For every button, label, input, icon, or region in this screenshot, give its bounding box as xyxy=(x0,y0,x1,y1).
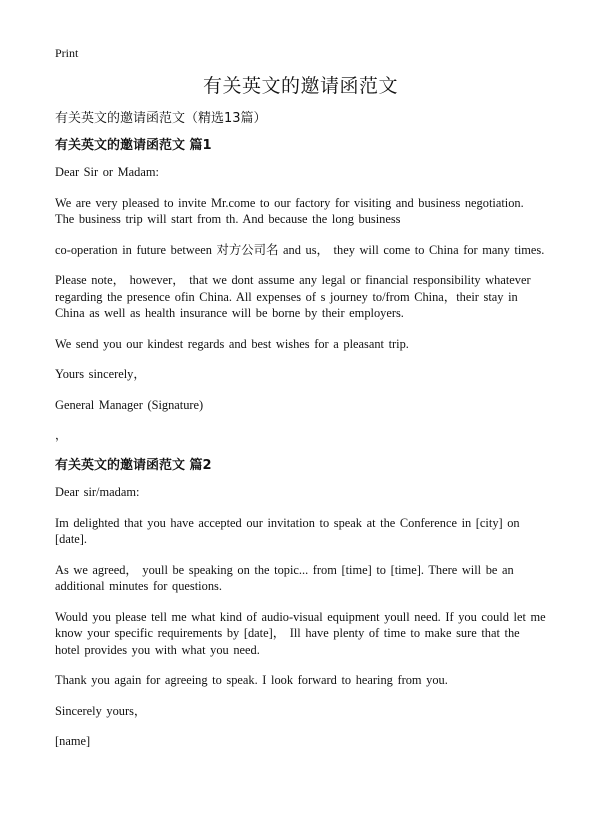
section-1-closing: Yours sincerely， xyxy=(55,367,146,381)
section-2-paragraph-2: As we agreed， youll be speaking on the topic... from [time] to [time]. There will be an additional minutes for questions. xyxy=(55,562,514,593)
section-1-paragraph-4: We send you our kindest regards and best wishes for a pleasant trip. xyxy=(55,336,409,351)
section-2-name: [name] xyxy=(55,734,91,748)
section-1-heading: 有关英文的邀请函范文 篇1 xyxy=(55,138,212,153)
print-link[interactable]: Print xyxy=(55,46,79,60)
section-1-salutation: Dear Sir or Madam: xyxy=(55,165,159,179)
section-2-salutation: Dear sir/madam: xyxy=(55,485,140,499)
section-2-closing: Sincerely yours， xyxy=(55,703,147,718)
section-2-paragraph-1: Im delighted that you have accepted our invitation to speak at the Conference in [city] on [date]. xyxy=(55,515,520,546)
section-separator: ， xyxy=(55,428,68,442)
document-subtitle: 有关英文的邀请函范文（精选13篇） xyxy=(55,111,267,126)
section-2-paragraph-4: Thank you again for agreeing to speak. I look forward to hearing from you. xyxy=(55,673,448,687)
document-title: 有关英文的邀请函范文 xyxy=(202,75,398,97)
section-1 xyxy=(55,137,546,443)
section-2 xyxy=(55,457,546,750)
section-1-paragraph-2: co-operation in future between 对方公司名 and us， they will come to China for many times. xyxy=(55,242,545,257)
section-2-paragraph-3: Would you please tell me what kind of audio-visual equipment youll need. If you could let me know your specific requirements by [date]， Ill have plenty of time to make sure that the hotel provides you with what you need. xyxy=(55,609,546,657)
section-2-heading: 有关英文的邀请函范文 篇2 xyxy=(55,458,212,473)
section-1-paragraph-3: Please note， however， that we dont assume any legal or financial responsibility whatever regarding the presence ofin China. All expenses of s journey to/from China，their stay in China as well as health insurance will be borne by their employers. xyxy=(55,273,531,320)
section-1-paragraph-1: We are very pleased to invite Mr.come to our factory for visiting and business negotiation. The business trip will start from th. And because the long business xyxy=(55,195,524,226)
section-1-signature: General Manager (Signature) xyxy=(55,397,204,412)
